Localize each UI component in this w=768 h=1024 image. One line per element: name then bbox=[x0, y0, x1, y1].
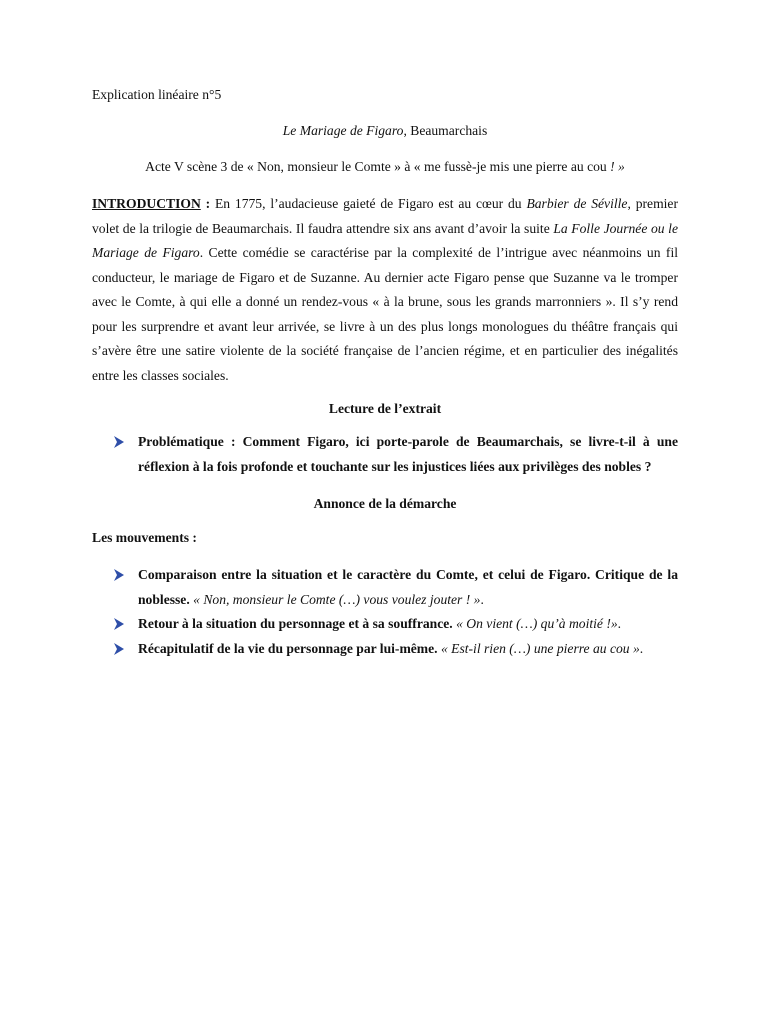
mouvement-item bbox=[92, 637, 678, 662]
mouvement-item bbox=[92, 612, 678, 637]
work-title: Le Mariage de Figaro bbox=[282, 123, 404, 138]
mouvement-quote: « Non, monsieur le Comte (…) vous voulez jouter ! » bbox=[193, 591, 481, 607]
document-page bbox=[92, 84, 678, 661]
scene-reference-end: ! » bbox=[610, 159, 625, 174]
introduction-label: INTRODUCTION bbox=[92, 196, 201, 211]
arrow-bullet-icon bbox=[112, 617, 126, 631]
mouvement-description: Comparaison entre la situation et le caractère du Comte, et celui de Figaro. Critique de la noblesse. bbox=[138, 567, 678, 607]
document-header: Explication linéaire n°5 bbox=[92, 87, 222, 102]
mouvements-heading: Les mouvements : bbox=[92, 530, 197, 545]
mouvement-quote: « Est-il rien (…) une pierre au cou » bbox=[440, 640, 640, 656]
scene-reference-text: Acte V scène 3 de « Non, monsieur le Comte » à « me fussè-je mis une pierre au cou bbox=[145, 159, 611, 174]
arrow-bullet-icon bbox=[112, 568, 126, 582]
scene-reference bbox=[92, 156, 678, 178]
introduction-text-2: , premier volet de la trilogie de Beaumarchais. Il faudra attendre six ans avant d’avoir la suite bbox=[92, 196, 678, 236]
arrow-bullet-icon bbox=[112, 642, 126, 656]
mouvement-description: Retour à la situation du personnage et à sa souffrance. bbox=[138, 616, 457, 631]
work-title-line bbox=[92, 120, 678, 142]
mouvements-list bbox=[92, 563, 678, 661]
mouvement-end: . bbox=[639, 640, 644, 656]
introduction-text-3: . Cette comédie se caractérise par la complexité de l’intrigue avec néanmoins un fil conducteur, le mariage de Figaro et de Suzanne. Au dernier acte Figaro pense que Suzanne va le tromper avec le Comte, à qui elle a donné un rendez-vous « à la brune, sous les grands marronniers ». Il s’y rend pour les surprendre et avant leur arrivée, se livre à un des plus longs monologues du théâtre français qui s’avère être une satire violente de la société française de l’ancien régime, et en particulier des inégalités entre les classes sociales. bbox=[92, 245, 678, 383]
folle-journee-title: La Folle Journée ou le Mariage de Figaro bbox=[92, 220, 678, 260]
annonce-heading: Annonce de la démarche bbox=[313, 496, 457, 511]
mouvement-quote: « On vient (…) qu’à moitié !» bbox=[456, 616, 618, 631]
problematique-item bbox=[92, 430, 678, 479]
mouvement-end: . bbox=[617, 616, 622, 631]
introduction-text-1: En 1775, l’audacieuse gaieté de Figaro est au cœur du bbox=[214, 196, 527, 211]
mouvement-end: . bbox=[480, 591, 484, 607]
introduction-colon: : bbox=[200, 196, 215, 211]
problematique-list bbox=[92, 430, 678, 479]
arrow-bullet-icon bbox=[112, 435, 126, 449]
lecture-heading: Lecture de l’extrait bbox=[328, 401, 442, 416]
mouvement-item bbox=[92, 563, 678, 612]
work-author: , Beaumarchais bbox=[403, 123, 488, 138]
barbier-title: Barbier de Séville bbox=[526, 196, 628, 211]
problematique-text: Problématique : Comment Figaro, ici porte-parole de Beaumarchais, se livre-t-il à une réflexion à la fois profonde et touchante sur les injustices liées aux privilèges des nobles ? bbox=[138, 434, 678, 474]
introduction-paragraph bbox=[92, 192, 678, 388]
mouvement-description: Récapitulatif de la vie du personnage par lui-même. bbox=[138, 640, 441, 656]
